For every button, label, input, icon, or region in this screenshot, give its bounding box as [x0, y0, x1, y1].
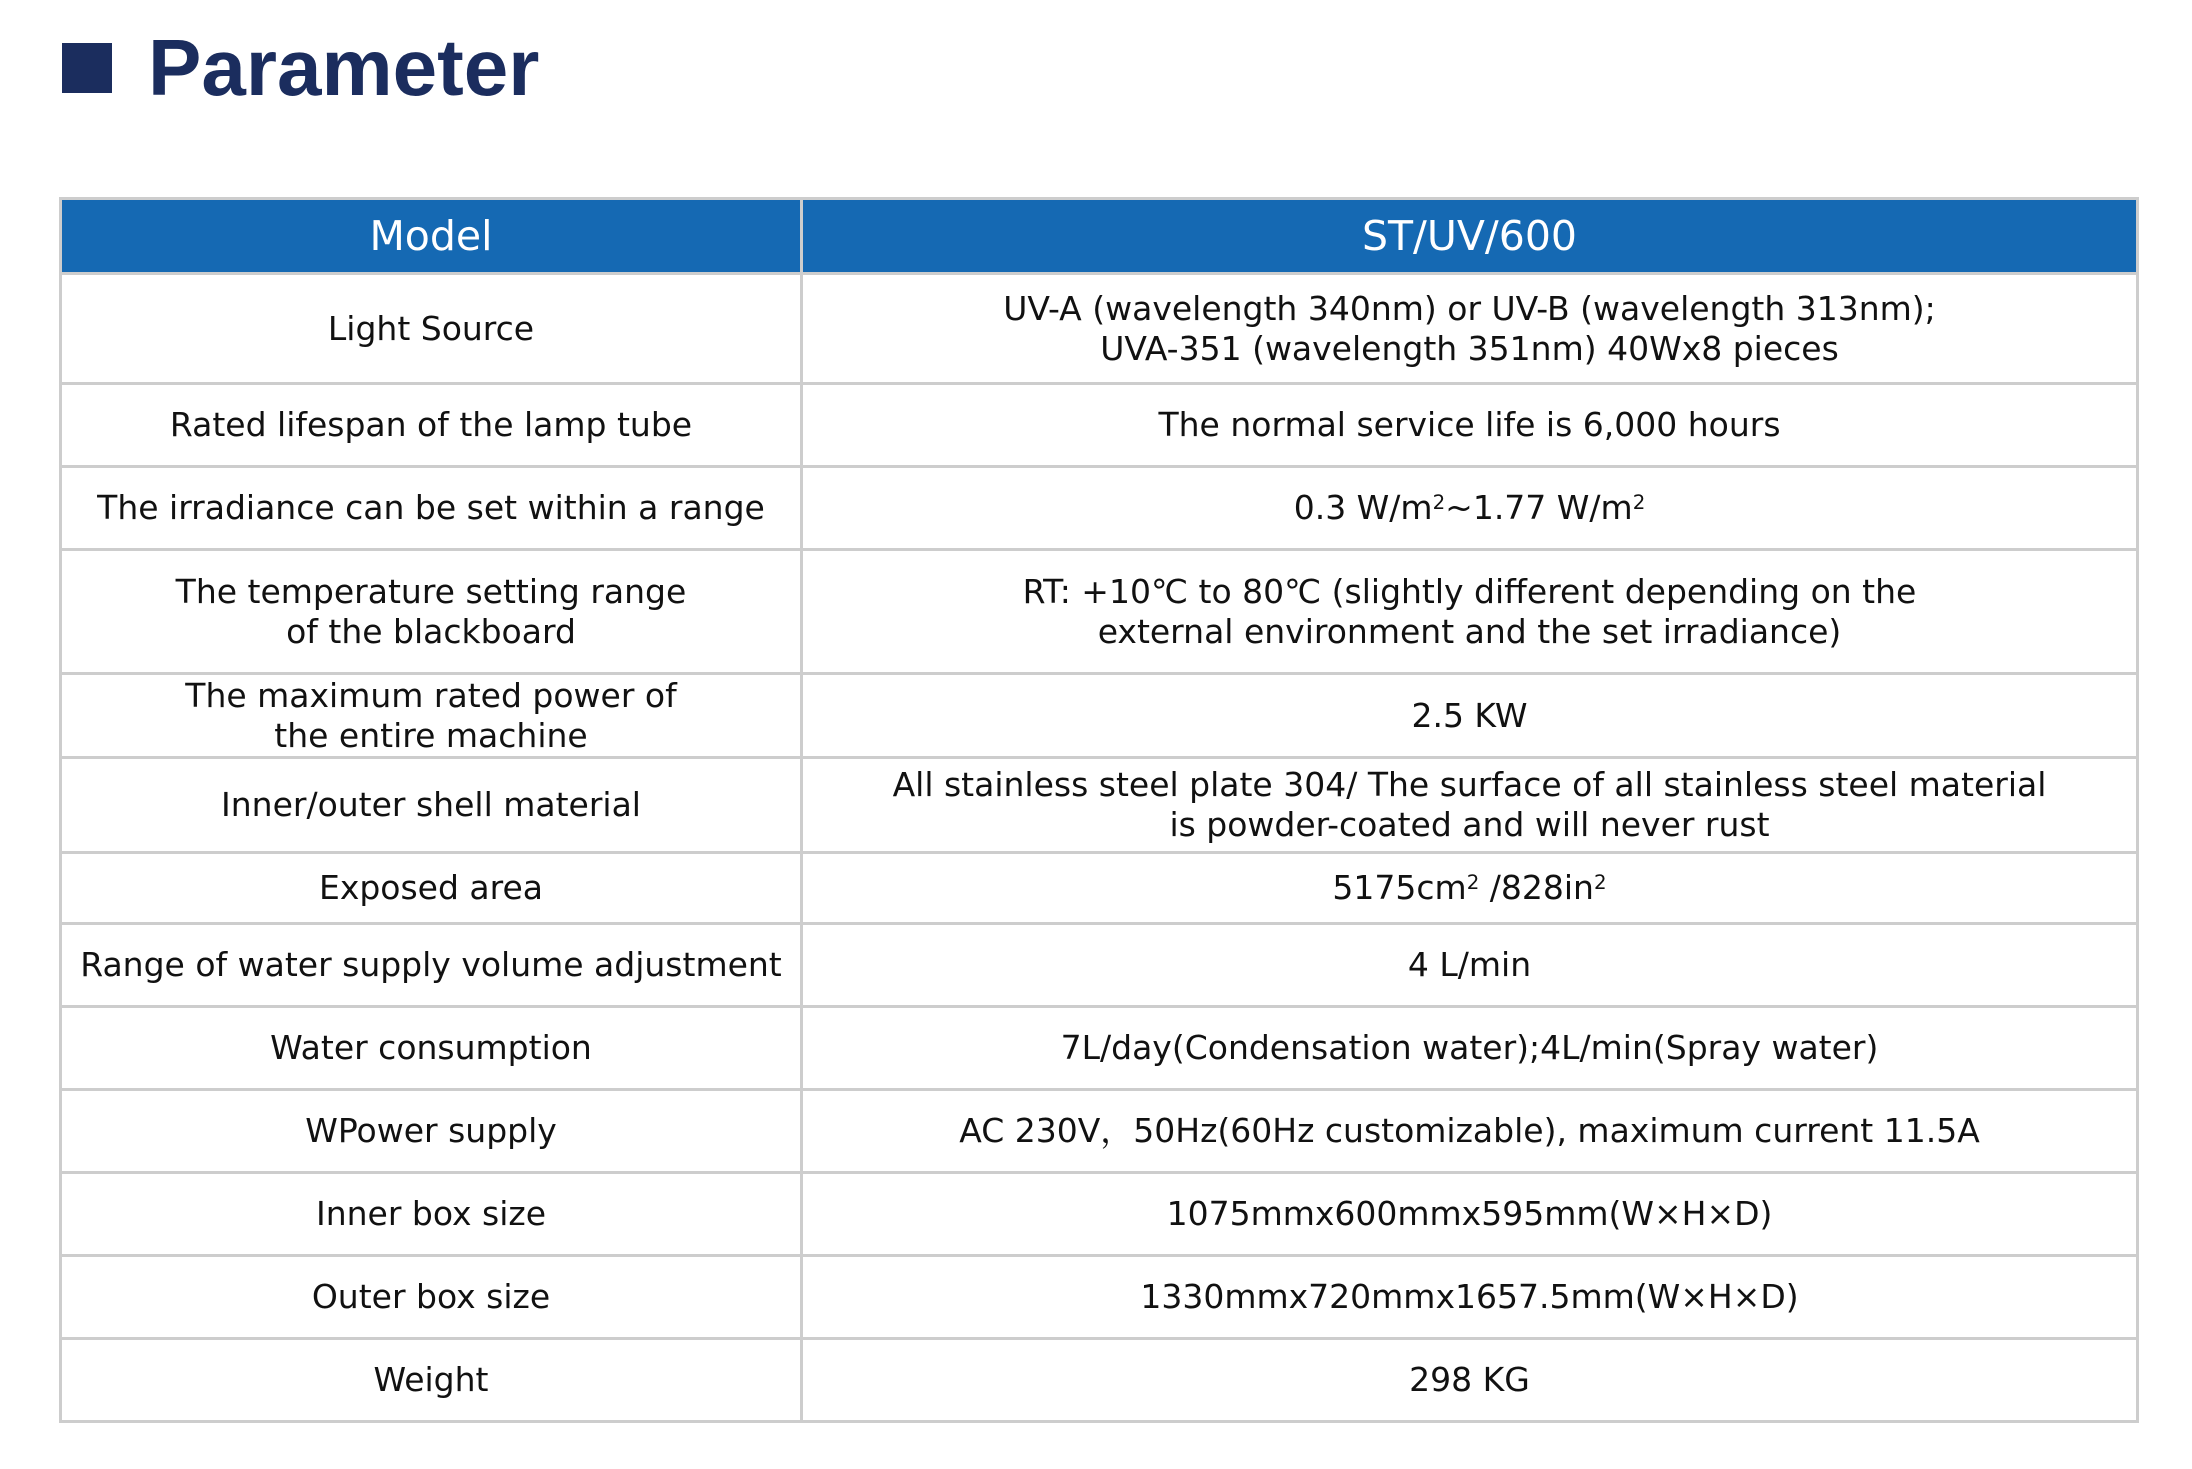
table-row: [61, 550, 2138, 674]
table-row: [61, 1256, 2138, 1339]
value-text: /828in: [1479, 868, 1594, 907]
row-value: RT: +10℃ to 80℃ (slightly different depending on the external environment and the set irradiance): [802, 550, 2138, 674]
table-row: [61, 924, 2138, 1007]
value-text: 0.3 W/m: [1293, 488, 1433, 527]
row-label: The maximum rated power of the entire machine: [61, 674, 802, 758]
row-value: 1330mmx720mmx1657.5mm(W×H×D): [802, 1256, 2138, 1339]
row-label: Inner/outer shell material: [61, 758, 802, 853]
row-label: Exposed area: [61, 853, 802, 924]
page-heading: [62, 18, 539, 118]
table-row: [61, 384, 2138, 467]
header-label-cell: Model: [61, 199, 802, 274]
value-text: ~1.77 W/m: [1445, 488, 1633, 527]
table-row: [61, 853, 2138, 924]
row-value: AC 230V，50Hz(60Hz customizable), maximum current 11.5A: [802, 1090, 2138, 1173]
row-value: 1075mmx600mmx595mm(W×H×D): [802, 1173, 2138, 1256]
row-label: Weight: [61, 1339, 802, 1422]
row-label: WPower supply: [61, 1090, 802, 1173]
superscript: 2: [1432, 491, 1446, 515]
row-value: The normal service life is 6,000 hours: [802, 384, 2138, 467]
table-row: [61, 467, 2138, 550]
row-value: UV-A (wavelength 340nm) or UV-B (wavelength 313nm); UVA-351 (wavelength 351nm) 40Wx8 pieces: [802, 274, 2138, 384]
table-row: [61, 758, 2138, 853]
row-label: The irradiance can be set within a range: [61, 467, 802, 550]
row-label: Rated lifespan of the lamp tube: [61, 384, 802, 467]
table-row: [61, 1173, 2138, 1256]
page-title: Parameter: [148, 23, 540, 112]
superscript: 2: [1466, 871, 1480, 895]
parameter-table: [59, 197, 2139, 1423]
row-label: Range of water supply volume adjustment: [61, 924, 802, 1007]
row-value: [802, 853, 2138, 924]
value-text: 5175cm: [1332, 868, 1467, 907]
row-value: 7L/day(Condensation water);4L/min(Spray water): [802, 1007, 2138, 1090]
row-label: The temperature setting range of the blackboard: [61, 550, 802, 674]
table-row: [61, 1007, 2138, 1090]
square-bullet-icon: [62, 43, 112, 93]
superscript: 2: [1593, 871, 1607, 895]
table-header-row: [61, 199, 2138, 274]
table-row: [61, 1090, 2138, 1173]
row-label: Water consumption: [61, 1007, 802, 1090]
row-value: 4 L/min: [802, 924, 2138, 1007]
row-value: 298 KG: [802, 1339, 2138, 1422]
row-value: [802, 467, 2138, 550]
row-label: Outer box size: [61, 1256, 802, 1339]
superscript: 2: [1632, 491, 1646, 515]
table-row: [61, 674, 2138, 758]
table-row: [61, 1339, 2138, 1422]
table-row: [61, 274, 2138, 384]
row-value: All stainless steel plate 304/ The surface of all stainless steel material is powder-coated and will never rust: [802, 758, 2138, 853]
row-label: Inner box size: [61, 1173, 802, 1256]
row-value: 2.5 KW: [802, 674, 2138, 758]
header-value-cell: ST/UV/600: [802, 199, 2138, 274]
row-label: Light Source: [61, 274, 802, 384]
